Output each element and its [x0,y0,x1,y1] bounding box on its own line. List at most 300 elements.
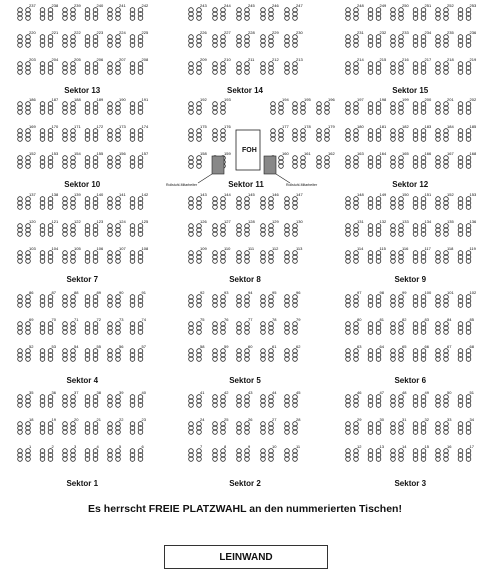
table [436,219,455,236]
table-number: 216 [402,57,409,62]
table-number: 245 [248,3,255,8]
table [63,417,80,434]
table-number: 248 [357,3,364,8]
table [261,30,280,47]
table-number: 158 [200,151,207,156]
table [293,151,312,168]
table-number: 178 [304,124,311,129]
table-number: 98 [379,290,384,295]
table [108,192,127,209]
table-number: 69 [29,317,34,322]
table [213,192,232,209]
table-number: 28 [296,417,301,422]
table-number: 171 [74,124,81,129]
table-number: 94 [248,290,253,295]
table [413,246,431,263]
table [108,390,125,407]
table [213,317,230,334]
table-number: 170 [51,124,59,129]
table-number: 153 [469,192,477,197]
table-number: 168 [469,151,477,156]
table-number: 225 [141,30,149,35]
table [63,57,82,74]
table [346,246,364,263]
table-number: 182 [402,124,409,129]
table-number: 45 [296,390,301,395]
table [85,317,102,334]
table-number: 102 [469,290,477,295]
table-number: 163 [357,151,364,156]
table-number: 180 [357,124,364,129]
table [85,30,104,47]
table [293,124,312,141]
table [391,3,410,20]
table-number: 70 [51,317,56,322]
table [130,219,149,236]
camera-platform [264,156,276,174]
table-number: 63 [357,344,362,349]
table [130,97,149,114]
table-number: 117 [424,246,431,251]
table-number: 209 [200,57,207,62]
table-number: 84 [447,317,452,322]
table-number: 86 [29,290,34,295]
table [368,290,385,307]
table [40,444,54,461]
table-number: 215 [379,57,387,62]
sector-label: Sektor 7 [66,275,99,284]
sector-label: Sektor 4 [66,376,99,385]
table-number: 129 [272,219,279,224]
sector-label: Sektor 2 [229,479,261,488]
table [213,344,230,361]
table [391,97,410,114]
table-number: 238 [51,3,59,8]
camera-platform [212,156,224,174]
table [213,390,230,407]
table [413,3,432,20]
table-number: 111 [248,246,255,251]
table-number: 22 [119,417,124,422]
table-number: 44 [272,390,277,395]
table [237,317,254,334]
sector-label: Sektor 14 [226,86,264,95]
table-number: 146 [272,192,279,197]
table [189,290,206,307]
table [413,290,432,307]
table-number: 160 [282,151,289,156]
pointer-line [198,174,212,183]
table [285,246,303,263]
table [189,3,208,20]
table [285,219,304,236]
table-number: 11 [296,444,301,449]
table-number: 193 [224,97,231,102]
table-number: 243 [200,3,207,8]
table-number: 187 [51,97,59,102]
table [130,290,147,307]
table [261,3,280,20]
table-number: 96 [296,290,301,295]
table-number: 115 [379,246,386,251]
table [346,444,363,461]
table [108,290,125,307]
table [237,192,256,209]
table-number: 87 [51,290,56,295]
table [108,124,127,141]
table-number: 175 [200,124,207,129]
table-number: 214 [357,57,364,62]
table-number: 114 [357,246,364,251]
table [458,219,477,236]
table-number: 233 [402,30,409,35]
table [458,444,475,461]
table [85,97,104,114]
table [458,3,477,20]
table [108,317,125,334]
table-number: 148 [357,192,364,197]
table-number: 195 [304,97,311,102]
table [213,30,232,47]
table [391,344,408,361]
table [189,344,206,361]
table [237,417,254,434]
table-number: 244 [224,3,231,8]
table-number: 60 [248,344,253,349]
table-number: 20 [74,417,79,422]
table-number: 90 [119,290,124,295]
table [436,444,453,461]
table [40,151,59,168]
table-number: 247 [296,3,303,8]
table-number: 200 [424,97,432,102]
table-number: 151 [424,192,432,197]
table [413,444,430,461]
table-number: 189 [96,97,104,102]
table [413,151,432,168]
table-number: 74 [141,317,146,322]
table-number: 152 [29,151,36,156]
table [85,151,104,168]
table [368,57,387,74]
table [285,290,302,307]
table [436,317,453,334]
table [346,97,365,114]
table-number: 239 [74,3,81,8]
table [346,219,365,236]
table [189,390,206,407]
table-number: 153 [51,151,59,156]
table-number: 14 [402,444,407,449]
table [285,344,302,361]
table-number: 43 [248,390,253,395]
table [458,246,476,263]
table [237,3,256,20]
table-number: 229 [272,30,279,35]
table-number: 19 [51,417,56,422]
table [285,390,302,407]
table [413,30,432,47]
table-number: 159 [224,151,231,156]
table [237,290,254,307]
table-number: 89 [96,290,101,295]
table-number: 80 [357,317,362,322]
table-number: 196 [328,97,335,102]
table-number: 127 [224,219,231,224]
table-number: 51 [469,390,474,395]
table [85,390,102,407]
sector-label: Sektor 13 [64,86,101,95]
table [40,390,57,407]
table-number: 179 [328,124,335,129]
table [237,246,255,263]
table [458,317,475,334]
table [85,3,104,20]
table-number: 169 [29,124,36,129]
table-number: 222 [74,30,81,35]
table-number: 97 [357,290,362,295]
table [108,30,127,47]
table [108,417,125,434]
table-number: 246 [272,3,279,8]
table [458,151,477,168]
table-number: 205 [74,57,81,62]
table-number: 242 [141,3,149,8]
table-number: 26 [248,417,253,422]
table-number: 18 [29,417,34,422]
table [413,192,432,209]
table [189,246,208,263]
table [346,124,365,141]
table [108,444,122,461]
sector-label: Sektor 1 [66,479,99,488]
table-number: 235 [447,30,454,35]
table-number: 50 [447,390,452,395]
table [317,97,336,114]
table [436,290,455,307]
table [368,246,386,263]
table-number: 134 [424,219,432,224]
table-number: 240 [96,3,104,8]
table [130,57,149,74]
camera-label-left: Rollstuhl-Mitarbeiter [166,183,198,187]
table-number: 73 [119,317,124,322]
table [436,97,455,114]
table [346,417,363,434]
table-number: 52 [29,344,34,349]
table [18,246,37,263]
table-number: 123 [96,219,104,224]
table-number: 103 [29,246,36,251]
table [368,124,387,141]
table [213,290,230,307]
table-number: 56 [119,344,124,349]
table [213,3,232,20]
table [368,444,385,461]
table-number: 21 [96,417,101,422]
table-number: 217 [424,57,432,62]
table [213,444,227,461]
table [237,219,256,236]
table [40,417,57,434]
table [285,3,304,20]
table [108,151,127,168]
table-number: 66 [424,344,429,349]
table [63,317,80,334]
table [40,3,59,20]
table [108,246,127,263]
table-number: 42 [224,390,229,395]
table-number: 227 [224,30,231,35]
table-number: 13 [379,444,384,449]
table-number: 68 [469,344,474,349]
table-number: 64 [379,344,384,349]
table [436,192,455,209]
sector-label: Sektor 8 [229,275,261,284]
table [368,192,387,209]
table [130,317,147,334]
table [130,192,149,209]
table-number: 228 [248,30,255,35]
table [293,97,312,114]
sector-label: Sektor 9 [394,275,427,284]
free-seating-notice: Es herrscht FREIE PLATZWAHL an den nummerierten Tischen! [88,503,402,515]
table [40,192,59,209]
table [413,317,430,334]
table-number: 7 [200,444,203,449]
table [317,151,336,168]
table [413,344,430,361]
table [458,192,477,209]
table [346,317,363,334]
table-number: 118 [447,246,454,251]
table-number: 185 [469,124,477,129]
table-number: 190 [119,97,126,102]
table-number: 100 [424,290,432,295]
table [413,417,430,434]
table [40,57,59,74]
table-number: 174 [141,124,149,129]
table-number: 9 [248,444,251,449]
table-number: 120 [29,219,36,224]
sector-label: Sektor 3 [394,479,427,488]
table-number: 150 [402,192,409,197]
table [436,151,455,168]
table-number: 218 [447,57,454,62]
table-number: 119 [469,246,476,251]
table [40,97,59,114]
table [458,344,475,361]
table-number: 253 [469,3,477,8]
table-number: 143 [200,192,207,197]
table [346,30,365,47]
table-number: 3 [74,444,77,449]
table [40,30,59,47]
table-number: 79 [296,317,301,322]
table-number: 201 [447,97,454,102]
table-number: 99 [402,290,407,295]
table-number: 226 [200,30,207,35]
table [271,97,290,114]
table-number: 219 [469,57,477,62]
table-number: 62 [296,344,301,349]
table [261,290,278,307]
table-number: 162 [328,151,335,156]
table [130,151,149,168]
table-number: 39 [119,390,124,395]
table-number: 161 [304,151,311,156]
table-number: 108 [141,246,149,251]
table [63,97,82,114]
table-number: 104 [51,246,59,251]
table [189,97,208,114]
table [63,390,80,407]
table-number: 27 [272,417,277,422]
table [213,219,232,236]
table-number: 142 [141,192,149,197]
table-number: 92 [200,290,205,295]
table-number: 135 [447,219,454,224]
table [458,97,477,114]
table [237,57,255,74]
table [189,444,203,461]
table [130,30,149,47]
table-number: 166 [424,151,432,156]
table-number: 237 [29,3,36,8]
table-number: 38 [96,390,101,395]
table [346,57,365,74]
table [40,219,59,236]
table [237,444,251,461]
table [237,344,254,361]
table [261,192,280,209]
table-number: 1 [29,444,32,449]
table-number: 6 [141,444,144,449]
table-number: 85 [469,317,474,322]
table-number: 29 [357,417,362,422]
table-number: 186 [29,97,36,102]
table-number: 106 [96,246,104,251]
table [391,192,410,209]
table [189,417,206,434]
table-number: 55 [96,344,101,349]
table-number: 47 [379,390,384,395]
table [346,290,363,307]
sector-label: Sektor 6 [394,376,427,385]
table-number: 83 [424,317,429,322]
table [85,57,104,74]
table [368,219,387,236]
table [413,124,432,141]
table [285,317,302,334]
camera-label-right: Rollstuhl-Mitarbeiter [286,183,318,187]
table-number: 149 [379,192,387,197]
sector-label: Sektor 10 [64,180,101,189]
table-number: 249 [379,3,387,8]
table [40,344,57,361]
table-number: 241 [119,3,126,8]
table [130,124,149,141]
table [189,124,208,141]
table [368,3,387,20]
table [436,3,455,20]
table [108,219,127,236]
table-number: 210 [224,57,231,62]
table-number: 155 [96,151,104,156]
table-number: 184 [447,124,454,129]
table [261,219,280,236]
table [40,317,57,334]
